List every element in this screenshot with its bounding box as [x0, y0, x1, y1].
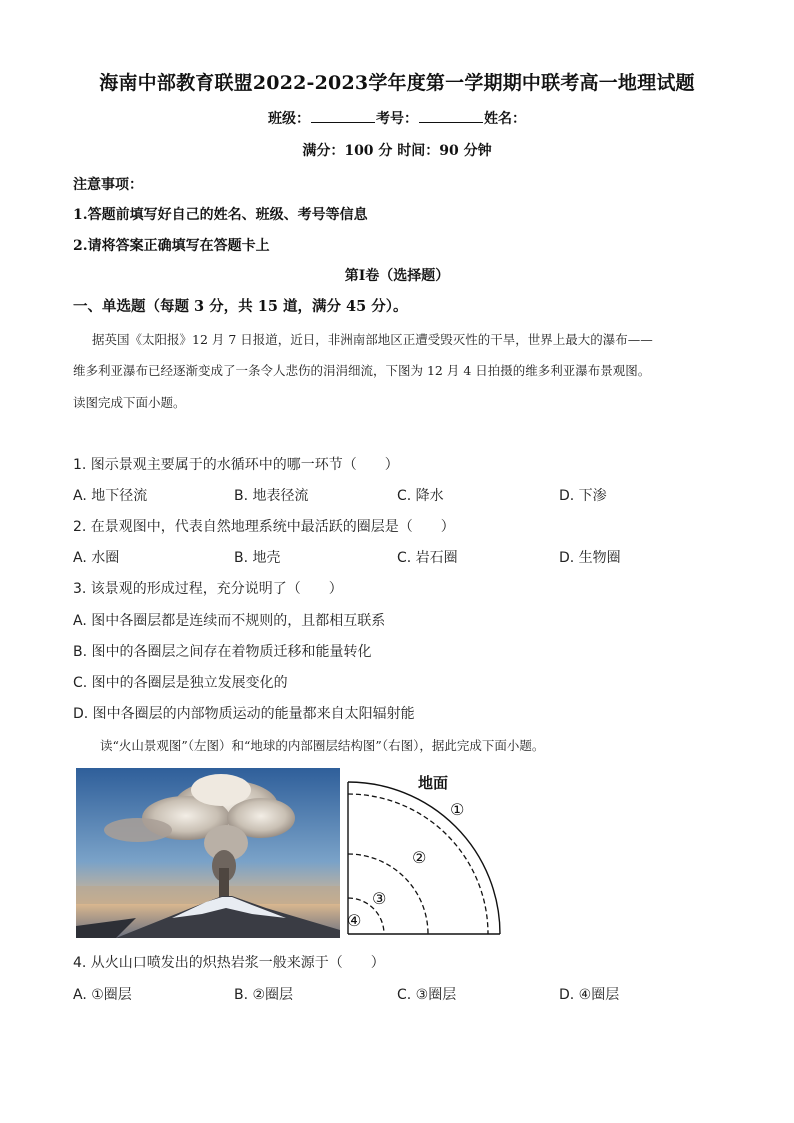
class-blank[interactable]	[311, 110, 375, 123]
question-2-stem: 2. 在景观图中，代表自然地理系统中最活跃的圈层是（ ）	[73, 519, 455, 535]
earth-interior-diagram	[342, 768, 502, 940]
notice-item-1: 1.答题前填写好自己的姓名、班级、考号等信息	[73, 207, 368, 223]
q4-option-c[interactable]: C. ③圈层	[397, 987, 457, 1003]
passage-1-line-2: 维多利亚瀑布已经逐渐变成了一条令人悲伤的涓涓细流，下图为 12 月 4 日拍摄的维多利亚瀑布景观图。	[73, 363, 651, 378]
q4-option-a[interactable]: A. ①圈层	[73, 987, 132, 1003]
score-time-line: 满分：100 分 时间：90 分钟	[302, 143, 492, 159]
q1-option-a[interactable]: A. 地下径流	[73, 488, 148, 504]
q2-option-a[interactable]: A. 水圈	[73, 550, 120, 566]
q3-option-d[interactable]: D. 图中各圈层的内部物质运动的能量都来自太阳辐射能	[73, 706, 415, 722]
q4-option-d[interactable]: D. ④圈层	[559, 987, 620, 1003]
exam-no-blank[interactable]	[419, 110, 483, 123]
question-3-stem: 3. 该景观的形成过程，充分说明了（ ）	[73, 581, 343, 597]
exam-no-label: 考号：	[376, 111, 418, 127]
question-1-stem: 1. 图示景观主要属于的水循环中的哪一环节（ ）	[73, 457, 399, 473]
q1-option-d[interactable]: D. 下渗	[559, 488, 607, 504]
q3-option-b[interactable]: B. 图中的各圈层之间存在着物质迁移和能量转化	[73, 644, 372, 660]
layer-2-marker: ②	[412, 848, 427, 867]
volcano-photo	[76, 768, 340, 938]
student-info-line	[0, 108, 794, 128]
volume-title: 第Ⅰ卷（选择题）	[344, 268, 450, 284]
layer-1-marker: ①	[450, 800, 465, 819]
section-title: 一、单选题（每题 3 分，共 15 道，满分 45 分）。	[73, 298, 408, 315]
q3-option-a[interactable]: A. 图中各圈层都是连续而不规则的，且都相互联系	[73, 613, 386, 629]
notice-heading: 注意事项：	[73, 177, 143, 193]
ground-label: 地面	[418, 774, 449, 792]
question-4-stem: 4. 从火山口喷发出的炽热岩浆一般来源于（ ）	[73, 955, 385, 971]
q3-option-c[interactable]: C. 图中的各圈层是独立发展变化的	[73, 675, 288, 691]
exam-title: 海南中部教育联盟2022-2023学年度第一学期期中联考高一地理试题	[99, 72, 695, 94]
name-label: 姓名：	[484, 111, 526, 127]
q1-option-b[interactable]: B. 地表径流	[234, 488, 309, 504]
q2-option-b[interactable]: B. 地壳	[234, 550, 281, 566]
layer-3-marker: ③	[372, 889, 387, 908]
passage-1-line-3: 读图完成下面小题。	[73, 395, 186, 410]
passage-2: 读“火山景观图”（左图）和“地球的内部圈层结构图”（右图），据此完成下面小题。	[100, 738, 545, 753]
layer-4-marker: ④	[347, 911, 362, 930]
q4-option-b[interactable]: B. ②圈层	[234, 987, 294, 1003]
q2-option-d[interactable]: D. 生物圈	[559, 550, 621, 566]
passage-1-line-1: 据英国《太阳报》12 月 7 日报道，近日，非洲南部地区正遭受毁灭性的干旱，世界上最大的瀑布——	[92, 332, 653, 347]
notice-item-2: 2.请将答案正确填写在答题卡上	[73, 238, 270, 254]
class-label: 班级：	[268, 111, 310, 127]
q1-option-c[interactable]: C. 降水	[397, 488, 444, 504]
q2-option-c[interactable]: C. 岩石圈	[397, 550, 458, 566]
